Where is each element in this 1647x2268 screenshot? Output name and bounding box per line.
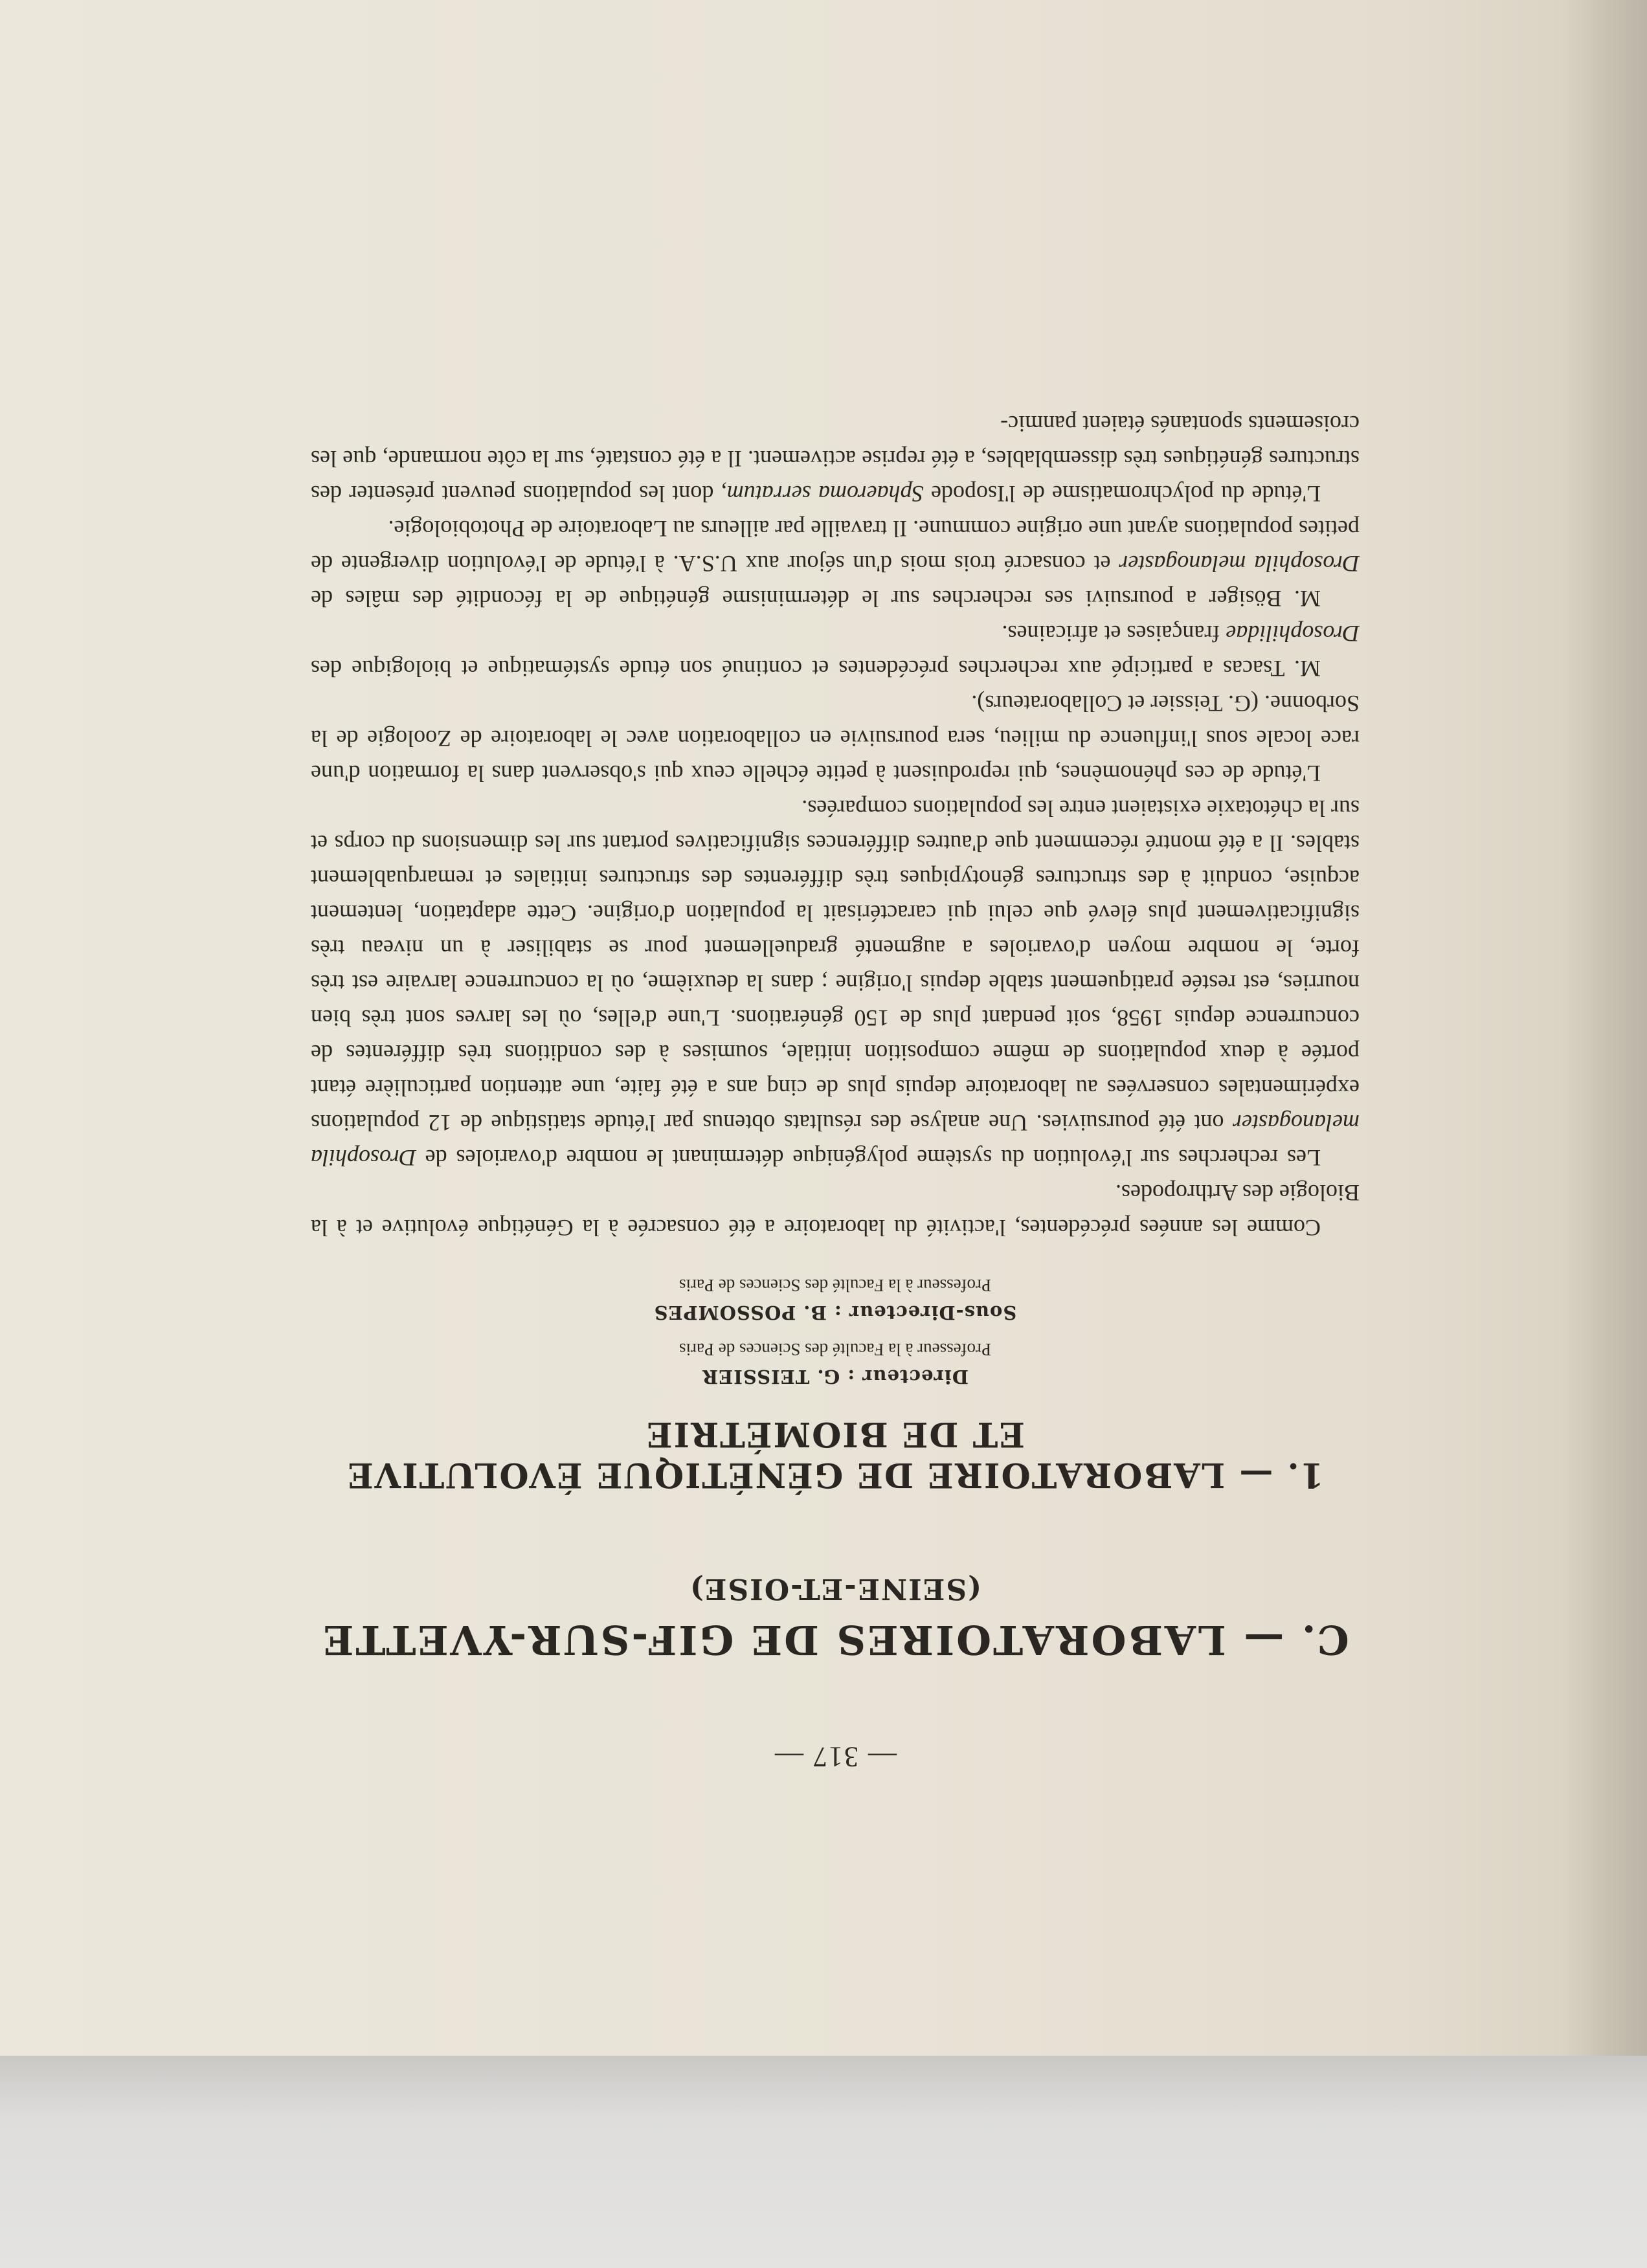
paragraph-1: Comme les années précédentes, l'activité du laboratoire a été consacrée à la Génétique évolutive et à la Biologie des Arthropodes. [311,1179,1360,1241]
paragraph-2: Les recherches sur l'évolution du système polygénique déterminant le nombre d'ovarioles de Drosophila melanogaster ont été poursuivies. Une analyse des résultats obtenus par l'étude statistique de 12 populations expérimentales conservées au laboratoire depuis plus de cinq ans a été faite, une attention particulière étant portée à deux populations de même composition initiale, soumises à des conditions très différentes de concurrence depuis 1958, soit pendant plus de 150 générations. L'une d'elles, où les larves sont très bien nourries, est restée pratiquement stable depuis l'origine ; dans la deuxième, où la concurrence larvaire est très forte, le nombre moyen d'ovarioles a augmenté graduellement pour se stabiliser à un niveau très significativement plus élevé que celui qui caractérisait la population d'origine. Cette adaptation, lentement acquise, conduit à des structures génotypiques très différentes des structures initiales et remarquablement stables. Il a été montré récemment que d'autres différences significatives portant sur les dimensions du corps et sur la chétotaxie existaient entre les populations comparées. [311,795,1360,1171]
director-label: Directeur : G. TEISSIER [702,1365,969,1388]
paragraph-6: L'étude du polychromatisme de l'Isopode Sphaeroma serratum, dont les populations peuvent présenter des structures génétiques très dissemblables, a été reprise activement. Il a été constaté, sur la côte normande, que les croisements spontanés étaient panmic- [311,410,1360,507]
paragraph-3: L'étude de ces phénomènes, qui reproduisent à petite échelle ceux qui s'observent dans la formation d'une race locale sous l'influence du milieu, sera poursuivie en collaboration avec le laboratoire de Zoologie de la Sorbonne. (G. Teissier et Collaborateurs). [311,690,1360,786]
paragraph-5: M. Bösiger a poursuivi ses recherches sur le déterminisme génétique de la fécondité des mâles de Drosophila melanogaster et consacré trois mois d'un séjour aux U.S.A. à l'étude de l'évolution divergente de petites populations ayant une origine commune. Il travaille par ailleurs au Laboratoire de Photobiologie. [311,515,1360,612]
species-name: Drosophila melanogaster [1119,550,1360,577]
staff-block [311,1275,1360,1388]
rotated-page-content [311,246,1360,1773]
scanner-background [0,2056,1647,2268]
laboratory-title-line2: ET DE BIOMÉTRIE [645,1414,1025,1454]
taxon-name: Drosophilidae [1226,620,1360,647]
laboratory-title-line1: 1. — LABORATOIRE DE GÉNÉTIQUE ÉVOLUTIVE [346,1454,1324,1495]
subdirector-affiliation: Professeur à la Faculté des Sciences de Paris [678,1275,992,1295]
page-edge-shadow [1560,0,1647,2056]
body-text [311,406,1360,1245]
section-subtitle: (SEINE-ET-OISE) [689,1572,981,1605]
species-name: Drosophila melanogaster [311,1109,1360,1171]
species-name: Sphaeroma serratum [726,480,924,507]
paragraph-4: M. Tsacas a participé aux recherches précédentes et continué son étude systématique et biologique des Drosophilidae françaises et africaines. [311,620,1360,682]
page-number: — 317 — [774,1741,897,1773]
subdirector-label: Sous-Directeur : B. POSSOMPES [653,1301,1017,1324]
section-title: C. — LABORATOIRES DE GIF-SUR-YVETTE [321,1616,1349,1663]
director-affiliation: Professeur à la Faculté des Sciences de Paris [678,1339,992,1359]
